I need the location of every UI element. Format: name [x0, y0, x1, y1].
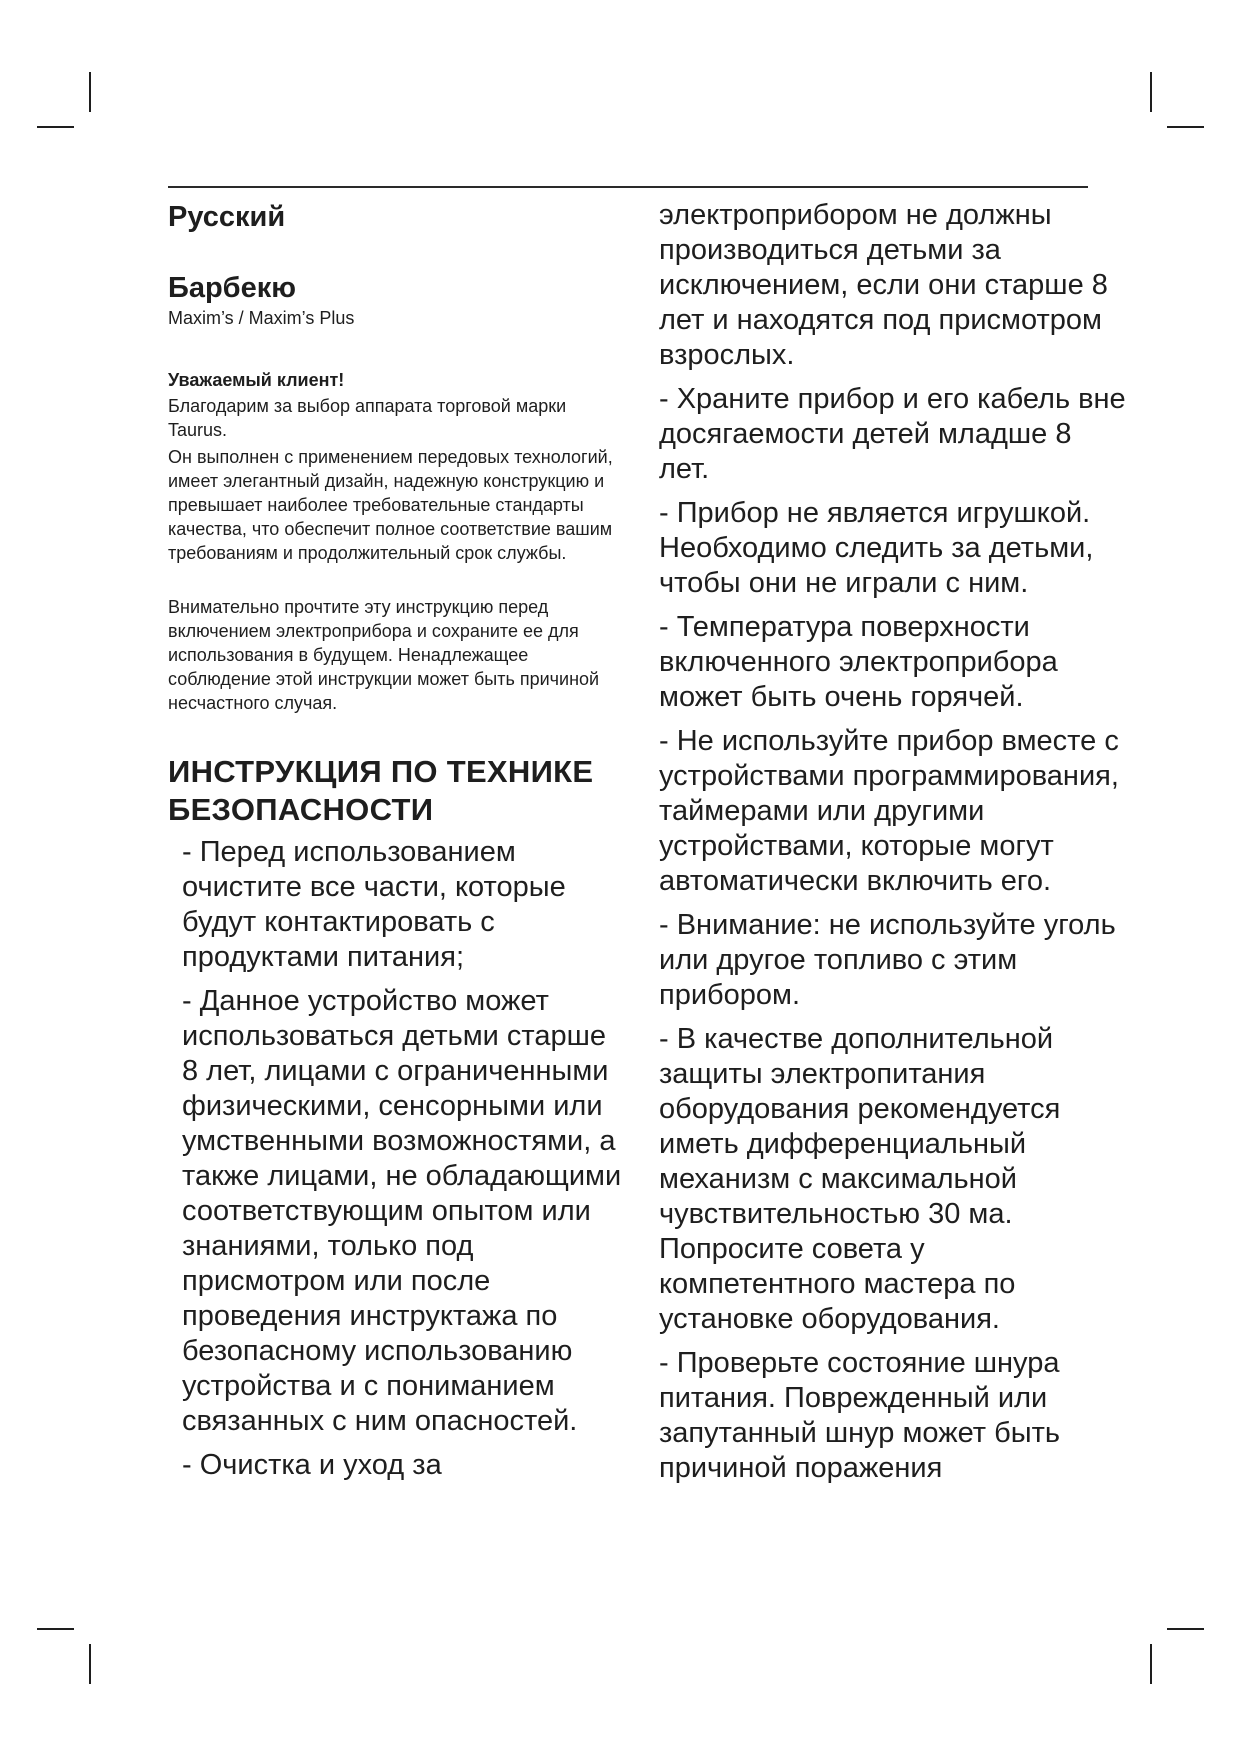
- safety-item: - Не используйте прибор вместе с устройствами программирования, таймерами или другими устройствами, которые могут автоматически включить его.: [659, 725, 1119, 897]
- safety-item: - Проверьте состояние шнура питания. Поврежденный или запутанный шнур может быть причиной поражения: [659, 1347, 1060, 1484]
- safety-item: - Внимание: не используйте уголь или другое топливо с этим прибором.: [659, 909, 1116, 1011]
- crop-mark-bottom-right-vertical: [1150, 1644, 1152, 1684]
- safety-item: - Храните прибор и его кабель вне досягаемости детей младше 8 лет.: [659, 383, 1126, 485]
- safety-item: - Очистка и уход за: [182, 1449, 442, 1481]
- safety-item: - Прибор не является игрушкой. Необходимо следить за детьми, чтобы они не играли с ним.: [659, 497, 1094, 599]
- product-title: Барбекю: [168, 272, 297, 304]
- crop-mark-top-left-vertical: [89, 72, 91, 112]
- greeting: Уважаемый клиент!: [168, 370, 345, 390]
- crop-mark-bottom-left-vertical: [89, 1644, 91, 1684]
- left-column: [168, 198, 628, 1492]
- safety-item: - Температура поверхности включенного электроприбора может быть очень горячей.: [659, 611, 1058, 713]
- top-rule: [168, 186, 1088, 188]
- crop-mark-top-left-horizontal: [37, 126, 74, 128]
- safety-list-left: [168, 835, 628, 1483]
- language-title: Русский: [168, 201, 286, 233]
- intro-paragraph-1: Благодарим за выбор аппарата торговой марки Taurus.: [168, 396, 567, 440]
- crop-mark-top-right-horizontal: [1167, 126, 1204, 128]
- safety-item: - Перед использованием очистите все части, которые будут контактировать с продуктами питания;: [182, 836, 566, 973]
- crop-mark-bottom-right-horizontal: [1167, 1628, 1204, 1630]
- safety-heading: ИНСТРУКЦИЯ ПО ТЕХНИКЕ БЕЗОПАСНОСТИ: [168, 754, 594, 827]
- product-model: Maxim’s / Maxim’s Plus: [168, 308, 355, 328]
- right-column: [659, 198, 1129, 1495]
- intro-paragraph-3: Внимательно прочтите эту инструкцию перед включением электроприбора и сохраните ее для использования в будущем. Ненадлежащее соблюдение этой инструкции может быть причиной несчастного случая.: [168, 597, 600, 713]
- safety-list-right: [659, 382, 1129, 1486]
- safety-item: - Данное устройство может использоваться детьми старше 8 лет, лицами с ограниченными физическими, сенсорными или умственными возможностями, а также лицами, не обладающими соответствующим опытом или знаниями, только под присмотром или после проведения инструктажа по безопасному использованию устройства и с пониманием связанных с ним опасностей.: [182, 985, 622, 1437]
- crop-mark-top-right-vertical: [1150, 72, 1152, 112]
- intro-paragraph-2: Он выполнен с применением передовых технологий, имеет элегантный дизайн, надежную конструкцию и превышает наиболее требовательные стандарты качества, что обеспечит полное соответствие вашим требованиям и продолжительный срок службы.: [168, 447, 613, 563]
- safety-item: - В качестве дополнительной защиты электропитания оборудования рекомендуется иметь дифференциальный механизм с максимальной чувствительностью 30 ма. Попросите совета у компетентного мастера по установке оборудования.: [659, 1023, 1061, 1335]
- crop-mark-bottom-left-horizontal: [37, 1628, 74, 1630]
- safety-item-continuation: электроприбором не должны производиться детьми за исключением, если они старше 8 лет и находятся под присмотром взрослых.: [659, 199, 1108, 371]
